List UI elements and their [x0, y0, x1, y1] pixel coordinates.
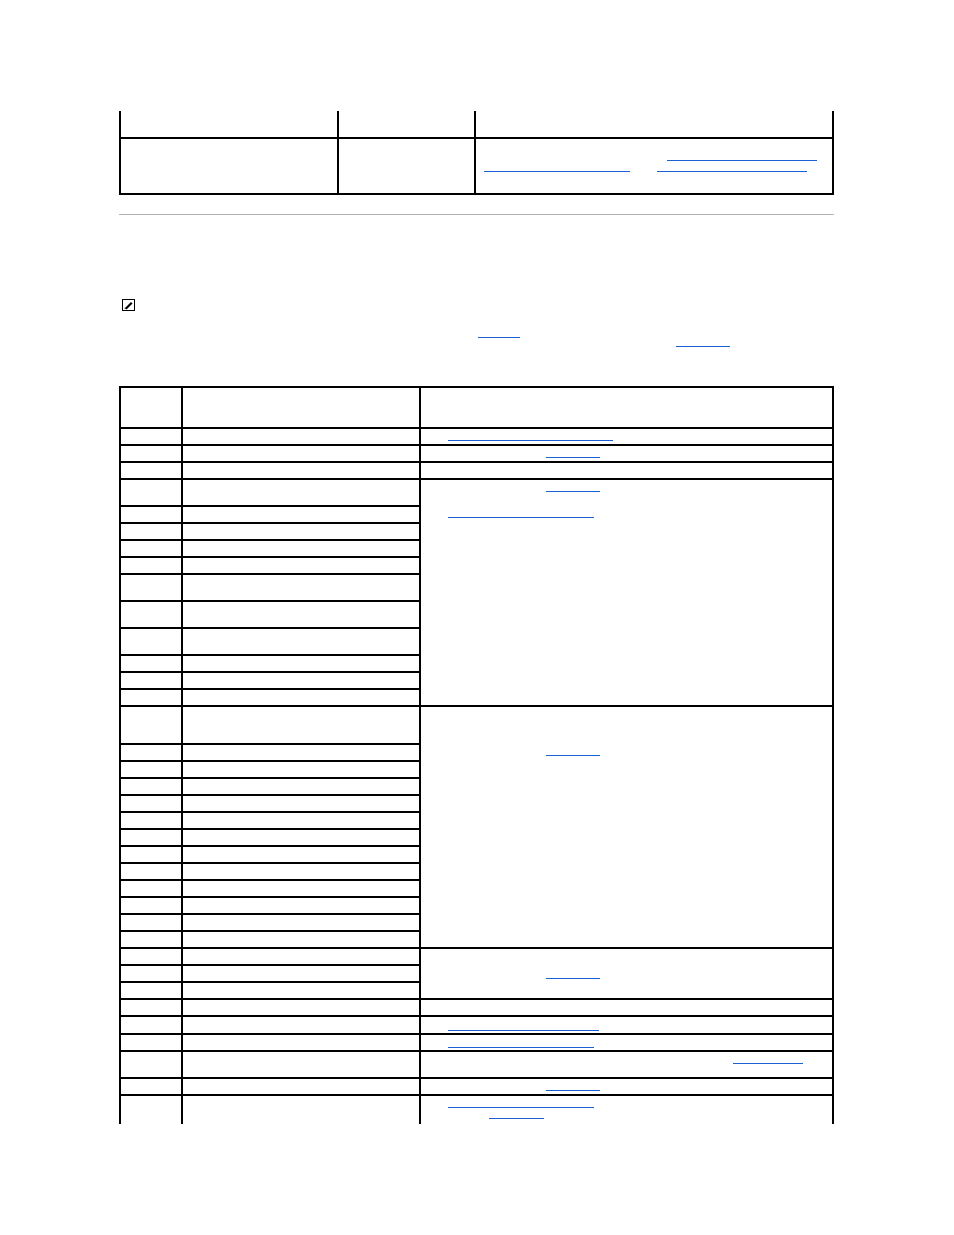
top-table-link-2[interactable]: [484, 171, 630, 172]
table-cell-link[interactable]: [489, 1118, 544, 1119]
main-table-row-divider-partial: [119, 777, 421, 779]
top-table-divider-1: [337, 111, 339, 195]
top-table-border-bottom: [119, 193, 834, 195]
main-table-col-divider-1: [181, 386, 183, 1124]
main-table-row-divider-partial: [119, 760, 421, 762]
table-cell-link[interactable]: [448, 1030, 599, 1031]
top-table-divider-2: [474, 111, 476, 195]
main-table-row-divider: [119, 1015, 834, 1017]
main-table-row-divider-partial: [119, 688, 421, 690]
top-table-link-3[interactable]: [657, 171, 807, 172]
paragraph-link-1[interactable]: [478, 337, 520, 338]
table-cell-link[interactable]: [448, 1047, 594, 1048]
main-table-row-divider-partial: [119, 654, 421, 656]
top-table-border-left: [119, 111, 121, 195]
table-cell-link[interactable]: [733, 1063, 803, 1064]
main-table-row-divider-partial: [119, 539, 421, 541]
table-cell-link[interactable]: [546, 978, 600, 979]
main-table-row-divider-partial: [119, 627, 421, 629]
main-table-row-divider: [119, 998, 834, 1000]
table-cell-link[interactable]: [546, 457, 600, 458]
main-table-row-divider-partial: [119, 522, 421, 524]
main-table-row-divider-partial: [119, 896, 421, 898]
main-table-row-divider: [119, 1033, 834, 1035]
main-table-row-divider-partial: [119, 964, 421, 966]
top-table-row-divider: [119, 137, 834, 139]
main-table-border-top: [119, 386, 834, 388]
main-table-row-divider: [119, 1077, 834, 1079]
main-table-row-divider-partial: [119, 600, 421, 602]
main-table-row-divider-partial: [119, 862, 421, 864]
main-table-row-divider: [119, 705, 834, 707]
main-table-row-divider: [119, 427, 834, 429]
table-cell-link[interactable]: [448, 517, 594, 518]
main-table-row-divider: [119, 1094, 834, 1096]
main-table-row-divider: [119, 478, 834, 480]
table-cell-link[interactable]: [448, 1107, 594, 1108]
pencil-note-icon: [122, 299, 135, 311]
main-table-row-divider-partial: [119, 671, 421, 673]
main-table-row-divider: [119, 947, 834, 949]
main-table-row-divider: [119, 461, 834, 463]
table-cell-link[interactable]: [546, 755, 600, 756]
main-table-row-divider: [119, 1050, 834, 1052]
table-cell-link[interactable]: [546, 491, 600, 492]
main-table-border-left: [119, 386, 121, 1124]
main-table-border-right: [832, 386, 834, 1124]
main-table-row-divider-partial: [119, 930, 421, 932]
main-table-col-divider-2: [419, 386, 421, 1124]
main-table-row-divider: [119, 444, 834, 446]
main-table-row-divider-partial: [119, 505, 421, 507]
main-table-row-divider-partial: [119, 828, 421, 830]
section-divider: [119, 214, 834, 215]
paragraph-link-2[interactable]: [676, 346, 730, 347]
table-cell-link[interactable]: [546, 1090, 600, 1091]
main-table-row-divider-partial: [119, 981, 421, 983]
table-cell-link[interactable]: [448, 440, 613, 441]
main-table-row-divider-partial: [119, 845, 421, 847]
top-table-border-right: [832, 111, 834, 195]
main-table-row-divider-partial: [119, 794, 421, 796]
main-table-row-divider-partial: [119, 556, 421, 558]
main-table-row-divider-partial: [119, 743, 421, 745]
main-table-row-divider-partial: [119, 879, 421, 881]
main-table-row-divider-partial: [119, 811, 421, 813]
main-table-row-divider-partial: [119, 573, 421, 575]
main-table-row-divider-partial: [119, 913, 421, 915]
top-table-link-1[interactable]: [667, 160, 817, 161]
